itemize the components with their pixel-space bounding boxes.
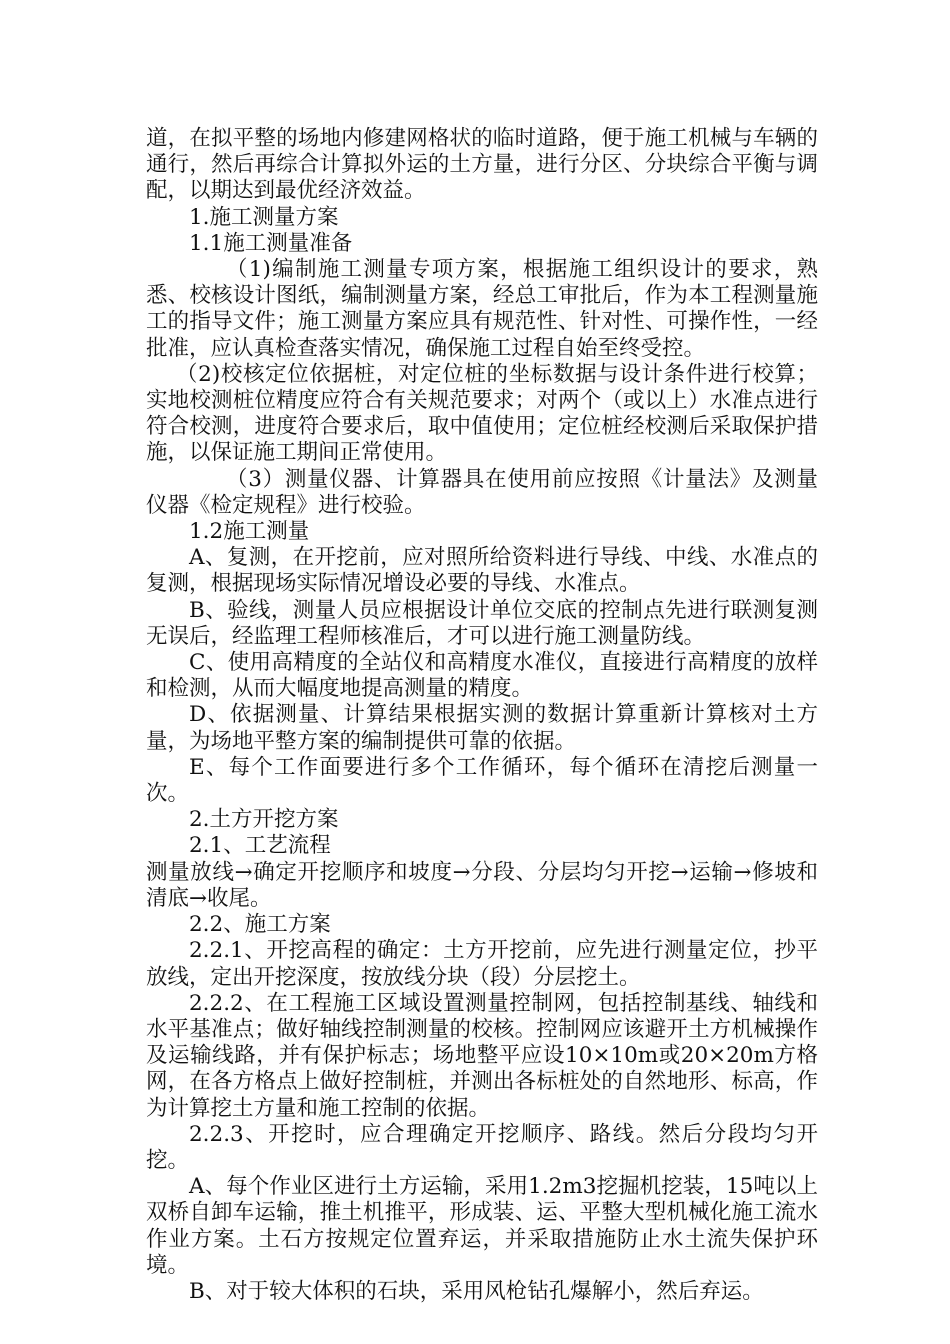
paragraph-item-3: （3）测量仪器、计算器具在使用前应按照《计量法》及测量仪器《检定规程》进行校验。 bbox=[146, 466, 818, 518]
heading-1: 1.施工测量方案 bbox=[189, 204, 339, 230]
heading-2-1: 2.1、工艺流程 bbox=[189, 833, 331, 859]
paragraph-e: E、每个工作面要进行多个工作循环，每个循环在清挖后测量一次。 bbox=[146, 754, 818, 807]
paragraph-2-2-3: 2.2.3、开挖时，应合理确定开挖顺序、路线。然后分段均匀开挖。 bbox=[146, 1121, 818, 1173]
heading-2: 2.土方开挖方案 bbox=[189, 807, 339, 833]
heading-2-2: 2.2、施工方案 bbox=[189, 912, 331, 938]
paragraph-2-2-2: 2.2.2、在工程施工区域设置测量控制网，包括控制基线、轴线和水平基准点；做好轴线控制测量的校核。控制网应该避开土方机械操作及运输线路，并有保护标志；场地整平应设10×10m或20×20m方格网，在各方格点上做好控制桩，并测出各标桩处的自然地形、标高，作为计算挖土方量和施工控制的依据。 bbox=[146, 990, 818, 1121]
paragraph-b: B、验线，测量人员应根据设计单位交底的控制点先进行联测复测无误后，经监理工程师核准后，才可以进行施工测量防线。 bbox=[146, 597, 818, 649]
heading-1-2: 1.2施工测量 bbox=[189, 519, 310, 545]
paragraph-a: A、复测，在开挖前，应对照所给资料进行导线、中线、水准点的复测，根据现场实际情况增设必要的导线、水准点。 bbox=[146, 545, 818, 597]
paragraph-process-flow: 测量放线→确定开挖顺序和坡度→分段、分层均匀开挖→运输→修坡和清底→收尾。 bbox=[146, 859, 818, 911]
heading-1-1: 1.1施工测量准备 bbox=[189, 230, 353, 256]
paragraph-continuation: 道，在拟平整的场地内修建网格状的临时道路，便于施工机械与车辆的通行，然后再综合计算拟外运的土方量，进行分区、分块综合平衡与调配，以期达到最优经济效益。 bbox=[146, 126, 818, 204]
paragraph-2-2-3-b: B、对于较大体积的石块，采用风枪钻孔爆解小，然后弃运。 bbox=[189, 1278, 764, 1304]
paragraph-2-2-1: 2.2.1、开挖高程的确定：土方开挖前，应先进行测量定位，抄平放线，定出开挖深度，按放线分块（段）分层挖土。 bbox=[146, 938, 818, 990]
paragraph-item-1: （1)编制施工测量专项方案，根据施工组织设计的要求，熟悉、校核设计图纸，编制测量方案，经总工审批后，作为本工程测量施工的指导文件；施工测量方案应具有规范性、针对性、可操作性，一经批准，应认真检查落实情况，确保施工过程自始至终受控。 bbox=[146, 257, 818, 361]
paragraph-item-2: （2)校核定位依据桩，对定位桩的坐标数据与设计条件进行校算；实地校测桩位精度应符合有关规范要求；对两个（或以上）水准点进行符合校测，进度符合要求后，取中值使用；定位桩经校测后采取保护措施，以保证施工期间正常使用。 bbox=[146, 361, 818, 466]
paragraph-c: C、使用高精度的全站仪和高精度水准仪，直接进行高精度的放样和检测，从而大幅度地提高测量的精度。 bbox=[146, 650, 818, 702]
document-body bbox=[146, 126, 818, 1305]
paragraph-2-2-3-a: A、每个作业区进行土方运输，采用1.2m3挖掘机挖装，15吨以上双桥自卸车运输，推土机推平，形成装、运、平整大型机械化施工流水作业方案。土石方按规定位置弃运，并采取措施防止水土流失保护环境。 bbox=[146, 1174, 818, 1278]
paragraph-d: D、依据测量、计算结果根据实测的数据计算重新计算核对土方量，为场地平整方案的编制提供可靠的依据。 bbox=[146, 702, 818, 754]
